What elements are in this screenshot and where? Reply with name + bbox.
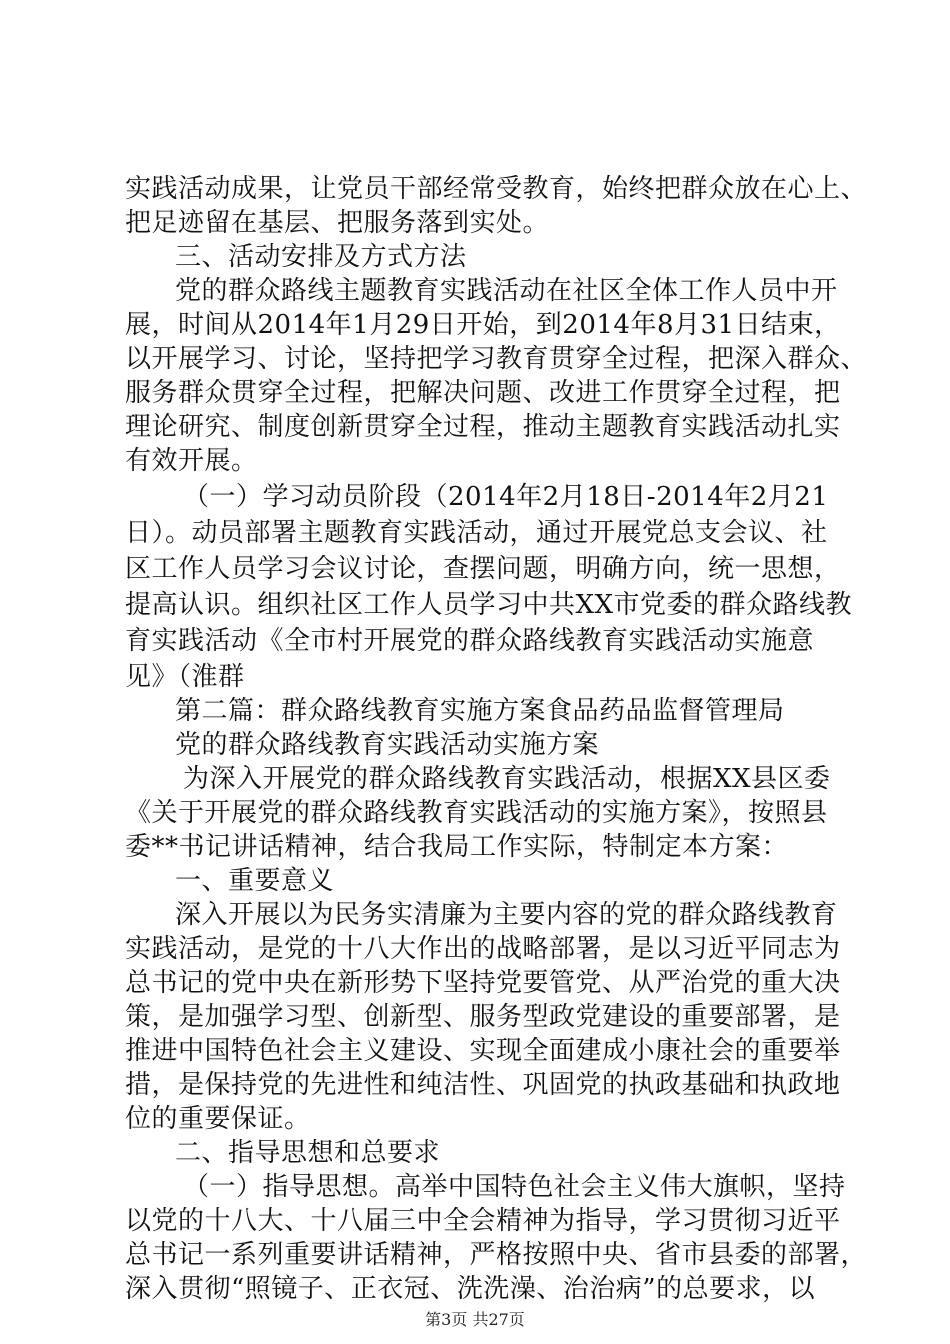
paragraph-line: （一）学习动员阶段（2014年2月18日-2014年2月21 [183,482,829,512]
paragraph-line: 育实践活动《全市村开展党的群众路线教育实践活动实施意 [125,626,815,656]
section-title: 第二篇：群众路线教育实施方案食品药品监督管理局 [175,696,785,726]
paragraph-line: 党的群众路线主题教育实践活动在社区全体工作人员中开 [175,276,838,306]
paragraph-line: 总书记的党中央在新形势下坚持党要管党、从严治党的重大决 [125,968,841,998]
paragraph-line: 实践活动成果，让党员干部经常受教育，始终把群众放在心上、 [125,174,868,204]
paragraph-line: 日）。动员部署主题教育实践活动，通过开展党总支会议、社 [125,518,828,548]
paragraph-line: 以开展学习、讨论，坚持把学习教育贯穿全过程，把深入群众、 [125,344,868,374]
paragraph-line: 策，是加强学习型、创新型、服务型政党建设的重要部署，是 [125,1002,841,1032]
paragraph-line: 提高认识。组织社区工作人员学习中共XX市党委的群众路线教 [125,590,853,620]
paragraph-line: 为深入开展党的群众路线教育实践活动，根据XX县区委 [183,764,831,794]
paragraph-line: 委**书记讲话精神，结合我局工作实际，特制定本方案： [125,832,789,862]
document-subtitle: 党的群众路线教育实践活动实施方案 [175,730,600,760]
section-heading: 二、指导思想和总要求 [175,1138,441,1168]
paragraph-line: （一）指导思想。高举中国特色社会主义伟大旗帜，坚持 [183,1172,846,1202]
paragraph-line: 《关于开展党的群众路线教育实践活动的实施方案》，按照县 [125,798,828,828]
paragraph-line: 以党的十八大、十八届三中全会精神为指导，学习贯彻习近平 [125,1206,841,1236]
paragraph-line: 区工作人员学习会议讨论，查摆问题，明确方向，统一思想， [125,554,841,584]
paragraph-line: 展，时间从2014年1月29日开始，到2014年8月31日结束， [125,310,841,340]
paragraph-line: 有效开展。 [125,446,258,476]
paragraph-line: 总书记一系列重要讲话精神，严格按照中央、省市县委的部署， [125,1240,868,1270]
paragraph-line: 措，是保持党的先进性和纯洁性、巩固党的执政基础和执政地 [125,1070,841,1100]
paragraph-line: 理论研究、制度创新贯穿全过程，推动主题教育实践活动扎实 [125,412,841,442]
paragraph-line: 实践活动，是党的十八大作出的战略部署，是以习近平同志为 [125,934,841,964]
section-heading: 三、活动安排及方式方法 [175,242,467,272]
paragraph-line: 推进中国特色社会主义建设、实现全面建成小康社会的重要举 [125,1036,841,1066]
paragraph-line: 服务群众贯穿全过程，把解决问题、改进工作贯穿全过程，把 [125,378,841,408]
page-number-footer: 第3页 共27页 [425,1310,525,1329]
paragraph-line: 深入贯彻“照镜子、正衣冠、洗洗澡、治治病”的总要求，以 [125,1274,816,1304]
paragraph-line: 见》（淮群 [125,662,245,692]
paragraph-line: 深入开展以为民务实清廉为主要内容的党的群众路线教育 [175,900,838,930]
paragraph-line: 把足迹留在基层、把服务落到实处。 [125,208,550,238]
section-heading: 一、重要意义 [175,866,335,896]
paragraph-line: 位的重要保证。 [125,1104,311,1134]
